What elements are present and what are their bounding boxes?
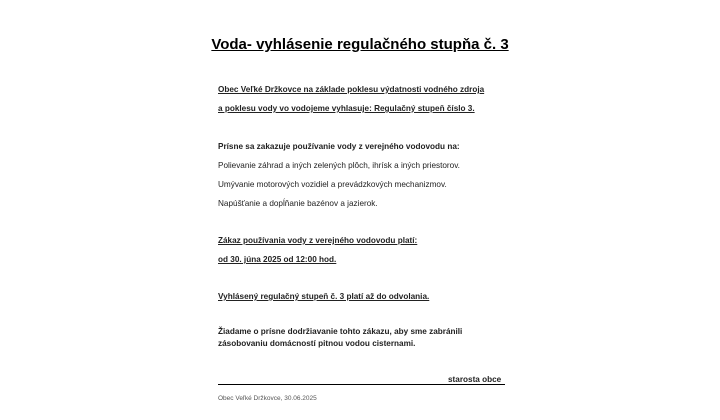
page-title: Voda- vyhlásenie regulačného stupňa č. 3: [211, 36, 509, 53]
stage-validity: Vyhlásený regulačný stupeň č. 3 platí až do odvolania.: [218, 292, 430, 301]
signature-label: starosta obce: [448, 375, 502, 384]
ban-item: Polievanie záhrad a iných zelených plôch, ihrísk a iných priestorov.: [218, 161, 460, 170]
ban-heading: Prísne sa zakazuje používanie vody z verejného vodovodu na:: [218, 142, 460, 151]
request-line-2: zásobovaniu domácností pitnou vodou cisternami.: [218, 339, 416, 348]
ban-item: Napúšťanie a dopĺňanie bazénov a jazierok.: [218, 199, 378, 208]
ban-item: Umývanie motorových vozidiel a prevádzkových mechanizmov.: [218, 180, 447, 189]
validity-line-2: od 30. júna 2025 od 12:00 hod.: [218, 255, 337, 264]
validity-line-1: Zákaz používania vody z verejného vodovodu platí:: [218, 236, 418, 245]
signature-line: [218, 384, 505, 385]
intro-line-1: Obec Veľké Držkovce na základe poklesu výdatnosti vodného zdroja: [218, 85, 485, 94]
intro-line-2: a poklesu vody vo vodojeme vyhlasuje: Regulačný stupeň číslo 3.: [218, 104, 475, 113]
footer-note: Obec Veľké Držkovce, 30.06.2025: [218, 395, 317, 402]
request-line-1: Žiadame o prísne dodržiavanie tohto zákazu, aby sme zabránili: [218, 327, 463, 336]
